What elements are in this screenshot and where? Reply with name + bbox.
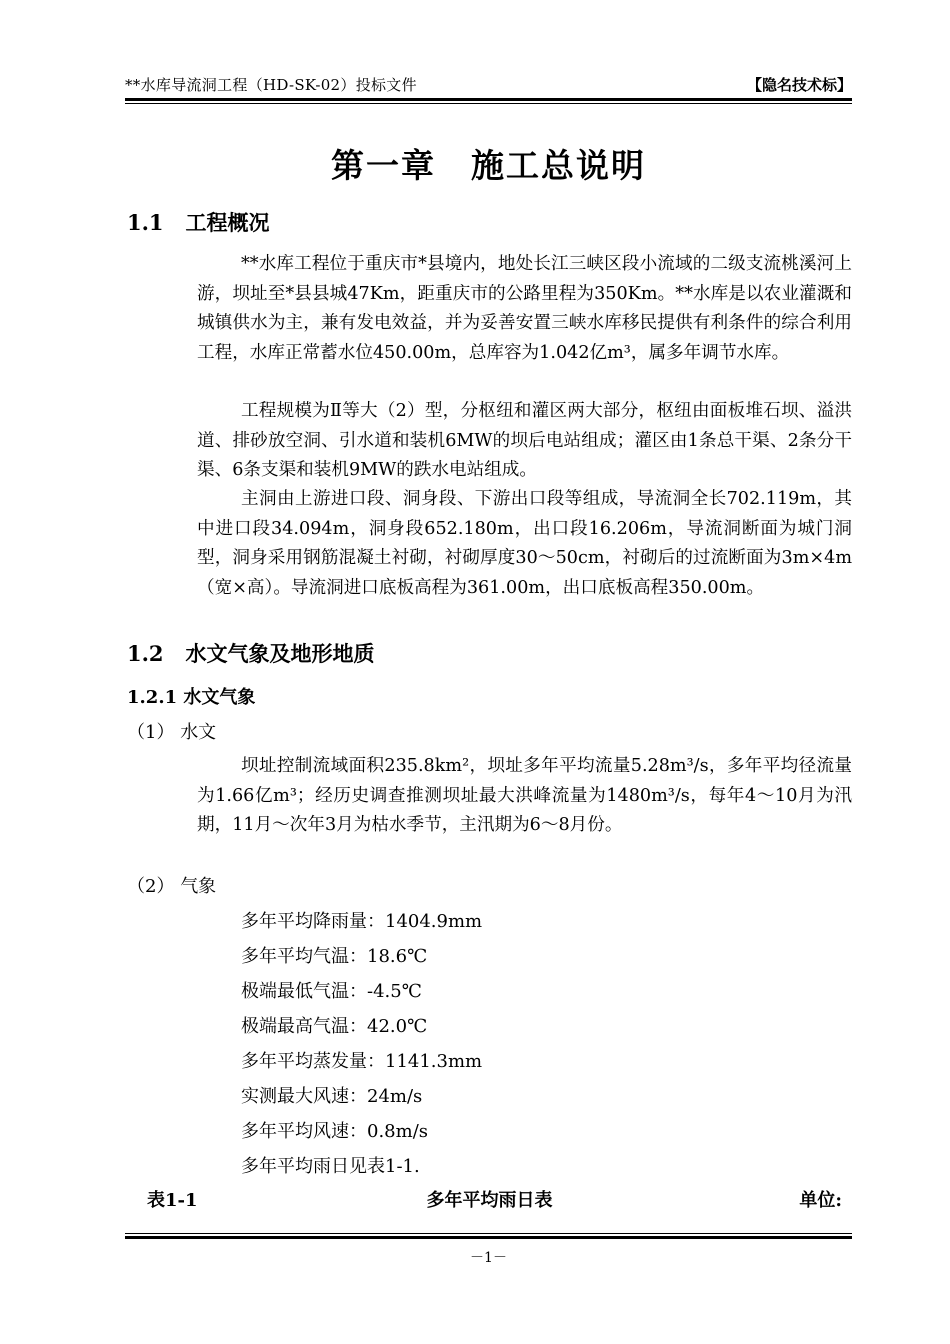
item-meteorology: [127, 872, 216, 898]
table-number: 表1-1: [147, 1190, 198, 1211]
section-number: 1.1: [127, 210, 164, 235]
header-tag: 【隐名技术标】: [746, 76, 852, 94]
stat-value: 18.6℃: [367, 946, 428, 967]
stat-value: 1404.9mm: [385, 911, 483, 932]
stat-line: [241, 977, 422, 1003]
paragraph-hydrology: 坝址控制流域面积235.8km²，坝址多年平均流量5.28m³/s，多年平均径流量为1.66亿m³；经历史调查推测坝址最大洪峰流量为1480m³/s，每年4～10月为汛期，11月～次年3月为枯水季节，主汛期为6～8月份。: [197, 756, 852, 835]
stat-label: 多年平均雨日见表1-1.: [241, 1156, 420, 1177]
header-document-title: **水库导流洞工程（HD-SK-02）投标文件: [125, 76, 417, 94]
stat-label: 多年平均降雨量：: [241, 911, 385, 932]
paragraph-project-scale: 工程规模为Ⅱ等大（2）型，分枢纽和灌区两大部分，枢纽由面板堆石坝、溢洪道、排砂放空洞、引水道和装机6MW的坝后电站组成；灌区由1条总干渠、2条分干渠、6条支渠和装机9MW的跌水电站组成。: [197, 401, 852, 480]
item-label: 水文: [180, 722, 217, 743]
stat-line: [241, 1047, 482, 1073]
footer-divider: [125, 1236, 852, 1239]
header-divider-thin: [125, 103, 852, 104]
stat-line: [241, 1152, 420, 1178]
section-title: 水文气象及地形地质: [185, 641, 375, 666]
table-title: 多年平均雨日表: [426, 1190, 553, 1211]
table-unit: 单位:: [799, 1190, 842, 1211]
stat-line: [241, 942, 427, 968]
stat-label: 多年平均蒸发量：: [241, 1051, 385, 1072]
header-divider: [125, 98, 852, 101]
section-title: 工程概况: [185, 210, 270, 235]
stat-value: 0.8m/s: [367, 1121, 428, 1142]
section-number: 1.2: [127, 641, 164, 666]
paragraph-project-location: **水库工程位于重庆市*县境内，地处长江三峡区段小流域的二级支流桃溪河上游，坝址至*县县城47Km，距重庆市的公路里程为350Km。**水库是以农业灌溉和城镇供水为主，兼有发电效益，并为妥善安置三峡水库移民提供有利条件的综合利用工程，水库正常蓄水位450.00m，总库容为1.042亿m³，属多年调节水库。: [197, 254, 852, 363]
item-index: （2）: [127, 876, 175, 897]
stat-value: 1141.3mm: [385, 1051, 483, 1072]
stat-line: [241, 1012, 427, 1038]
stat-line: [241, 1082, 422, 1108]
stat-value: -4.5℃: [367, 981, 422, 1002]
stat-value: 42.0℃: [367, 1016, 428, 1037]
stat-line: [241, 907, 482, 933]
stat-label: 极端最高气温：: [241, 1016, 367, 1037]
stat-label: 多年平均风速：: [241, 1121, 367, 1142]
table-caption: [127, 1186, 852, 1212]
section-title: 水文气象: [183, 687, 256, 708]
section-heading-1-2: [127, 638, 374, 668]
stat-line: [241, 1117, 428, 1143]
page-header: [125, 74, 852, 96]
paragraph-diversion-tunnel: 主洞由上游进口段、洞身段、下游出口段等组成，导流洞全长702.119m，其中进口段34.094m，洞身段652.180m，出口段16.206m，导流洞断面为城门洞型，洞身采用钢筋混凝土衬砌，衬砌厚度30～50cm，衬砌后的过流断面为3m×4m（宽×高）。导流洞进口底板高程为361.00m，出口底板高程350.00m。: [197, 489, 852, 598]
footer-divider-thin: [125, 1233, 852, 1234]
section-number: 1.2.1: [127, 687, 178, 708]
item-hydrology: [127, 718, 216, 744]
stat-label: 多年平均气温：: [241, 946, 367, 967]
stat-label: 极端最低气温：: [241, 981, 367, 1002]
stat-value: 24m/s: [367, 1086, 423, 1107]
section-heading-1-1: [127, 207, 269, 237]
page-number: －1－: [470, 1250, 507, 1266]
item-label: 气象: [180, 876, 217, 897]
stat-label: 实测最大风速：: [241, 1086, 367, 1107]
section-heading-1-2-1: [127, 683, 255, 709]
chapter-title: 第一章 施工总说明: [331, 146, 646, 185]
item-index: （1）: [127, 722, 175, 743]
